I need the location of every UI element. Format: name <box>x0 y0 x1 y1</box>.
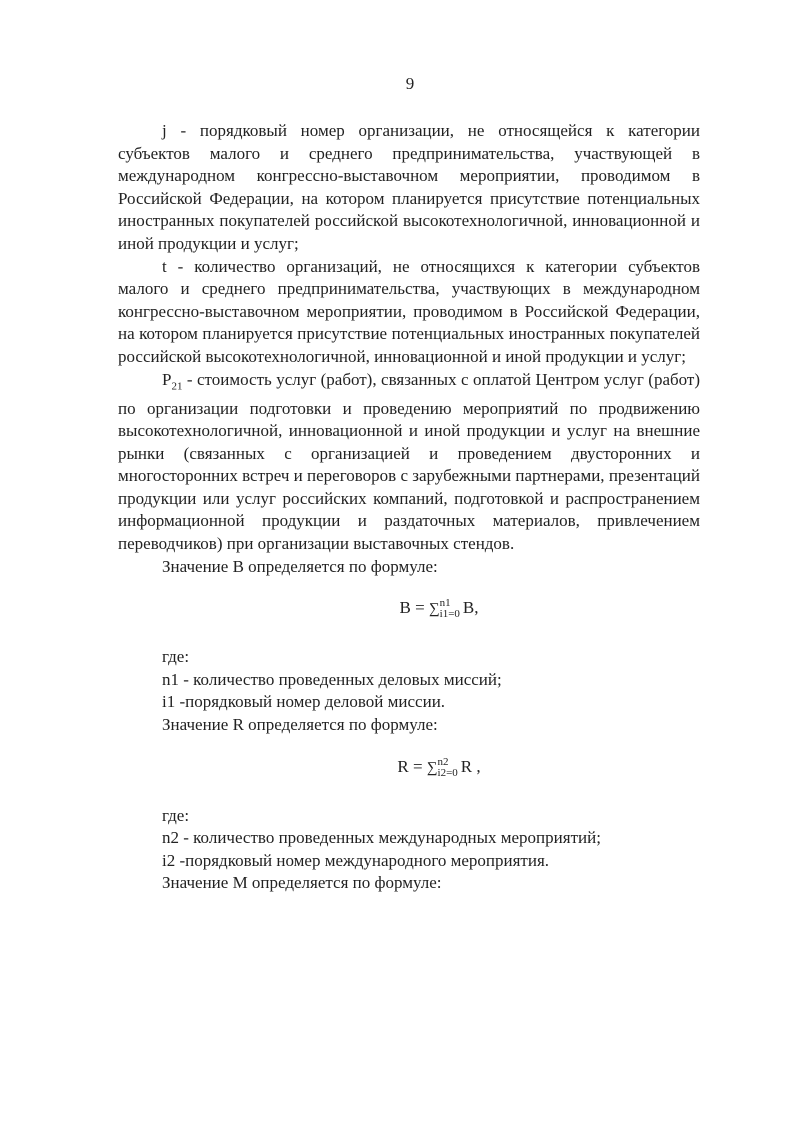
paragraph-p21-definition <box>118 369 700 556</box>
formula-r-sum-symbol: ∑ <box>426 759 438 776</box>
formula-b-intro: Значение B определяется по формуле: <box>162 556 438 576</box>
formula-r-def-i2: i2 -порядковый номер международного мероприятия. <box>162 850 550 870</box>
page-number: 9 <box>405 74 415 93</box>
p21-text: - стоимость услуг (работ), связанных с оплатой Центром услуг (работ) по организации подготовки и проведению мероприятий по продвижению высокотехнологичной, инновационной и иной продукции и услуг на внешние рынки (связанных с организацией и проведением двусторонних и многосторонних встреч и переговоров с зарубежными партнерами, презентаций продукции или услуг российских компаний, подготовкой и распространением информационной продукции и раздаточных материалов, привлечением переводчиков) при организации выставочных стендов. <box>118 369 700 554</box>
formula-m-intro: Значение M определяется по формуле: <box>162 873 442 893</box>
formula-r-lhs: R = <box>397 756 427 776</box>
formula-b-lower-limit: i1=0 <box>439 608 460 621</box>
formula-r-limits <box>438 757 458 779</box>
p21-subscript: 21 <box>171 379 183 392</box>
formula-r-rhs: R , <box>460 756 481 776</box>
formula-b-where: где: <box>162 647 190 667</box>
formula-b-def-i1: i1 -порядковый номер деловой миссии. <box>162 692 446 712</box>
formula-b-upper-limit: n1 <box>439 597 451 610</box>
formula-b-lhs: B = <box>399 598 429 618</box>
formula-r-upper-limit: n2 <box>437 755 449 768</box>
document-body <box>118 120 700 895</box>
formula-b-sum-symbol: ∑ <box>428 601 440 618</box>
paragraph-t-definition: t - количество организаций, не относящихся к категории субъектов малого и среднего предпринимательства, участвующих в международном конгрессно-выставочном мероприятии, проводимом в Российской Федерации, на котором планируется присутствие потенциальных иностранных покупателей российской высокотехнологичной, инновационной и иной продукции и услуг; <box>118 256 700 366</box>
formula-b <box>118 578 700 638</box>
formula-r-lower-limit: i2=0 <box>437 766 458 779</box>
formula-r <box>118 737 700 797</box>
p21-symbol: P <box>162 369 172 389</box>
formula-b-rhs: B, <box>462 598 479 618</box>
formula-r-where: где: <box>162 805 190 825</box>
formula-b-limits <box>440 598 460 620</box>
formula-r-def-n2: n2 - количество проведенных международных мероприятий; <box>162 828 601 848</box>
formula-b-def-n1: n1 - количество проведенных деловых миссий; <box>162 669 502 689</box>
formula-r-intro: Значение R определяется по формуле: <box>162 715 438 735</box>
paragraph-j-definition: j - порядковый номер организации, не относящейся к категории субъектов малого и среднего предпринимательства, участвующей в международном конгрессно-выставочном мероприятии, проводимом в Российской Федерации, на котором планируется присутствие потенциальных иностранных покупателей российской высокотехнологичной, инновационной и иной продукции и услуг; <box>118 121 700 253</box>
